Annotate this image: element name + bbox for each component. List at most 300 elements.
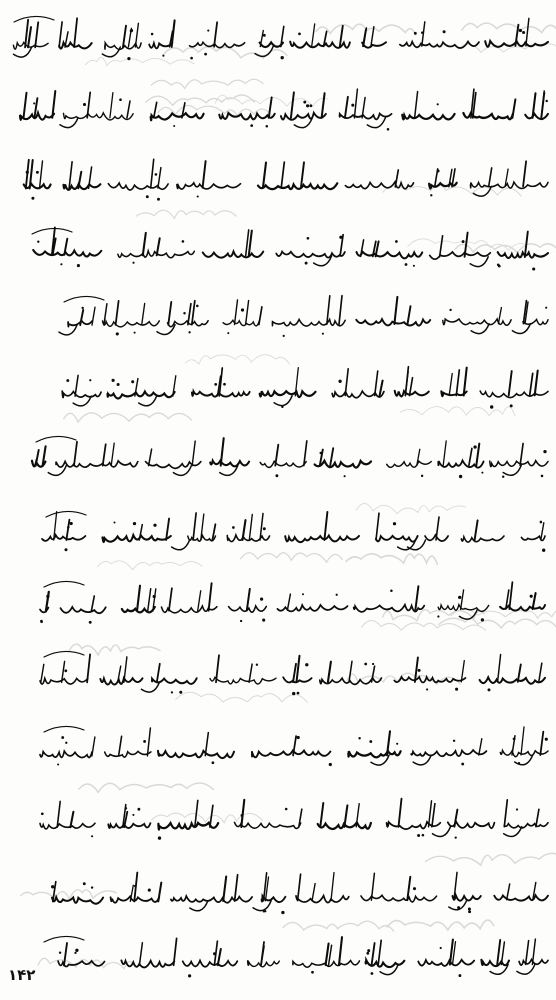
script-dot (281, 911, 284, 914)
script-dot (336, 594, 338, 596)
script-ascender (223, 877, 226, 902)
script-dot (468, 907, 471, 910)
script-stroke (177, 183, 241, 189)
script-stroke (285, 536, 359, 543)
script-ascender (269, 97, 272, 117)
handwritten-line (0, 290, 556, 350)
script-dot (297, 736, 300, 739)
script-dot (502, 475, 504, 477)
script-ascender (440, 236, 443, 257)
script-dot (458, 974, 461, 977)
script-ascender (408, 306, 411, 324)
script-dot (306, 104, 309, 107)
script-ascender (371, 873, 374, 900)
script-ascender (432, 804, 435, 827)
script-dot (41, 812, 44, 815)
script-ascender (328, 662, 331, 682)
script-stroke (443, 319, 511, 325)
script-dot (414, 32, 417, 35)
script-stroke (223, 320, 259, 326)
script-dot (481, 472, 483, 474)
script-stroke (461, 536, 504, 542)
script-ascender (521, 727, 524, 755)
script-ascender (137, 586, 140, 611)
script-ascender (312, 24, 315, 47)
script-dot (468, 910, 471, 913)
script-dot (532, 267, 535, 270)
script-dot (158, 836, 161, 839)
script-stroke (24, 184, 51, 188)
script-ascender (66, 520, 69, 540)
script-dot (422, 834, 425, 837)
script-dot (262, 619, 265, 622)
script-ascender (509, 582, 512, 609)
script-stroke (260, 461, 306, 467)
script-ascender (287, 594, 290, 610)
script-dot (81, 307, 83, 309)
script-dot (182, 240, 185, 243)
script-dot (297, 692, 300, 695)
script-stroke (52, 897, 103, 904)
script-ascender (376, 513, 379, 540)
script-stroke (525, 114, 548, 119)
script-ascender (422, 22, 425, 46)
script-ascender (329, 945, 332, 965)
script-stroke (171, 896, 252, 903)
handwritten-line (0, 575, 556, 635)
script-ascender (339, 937, 342, 965)
script-dot (473, 445, 476, 448)
script-dot (57, 763, 59, 765)
script-descender (274, 396, 292, 406)
script-ascender (539, 663, 542, 682)
script-dot (26, 171, 29, 174)
script-descender (173, 466, 191, 476)
script-stroke (33, 250, 101, 257)
script-dot (488, 688, 491, 691)
script-ascender (193, 513, 196, 540)
script-ascender (139, 943, 142, 966)
script-ascender (461, 590, 464, 610)
script-dot (307, 237, 310, 240)
script-stroke (348, 751, 400, 757)
script-dot (545, 100, 547, 102)
script-ascender (345, 97, 348, 118)
script-ascender (103, 444, 106, 465)
script-dot (196, 305, 199, 308)
script-stroke (219, 113, 274, 120)
script-dot (153, 595, 156, 598)
script-dot (132, 814, 134, 816)
script-ascender (249, 664, 252, 682)
script-dot (173, 125, 175, 127)
script-ascender (221, 438, 224, 466)
script-dot (89, 379, 91, 381)
script-stroke (108, 392, 175, 399)
script-stroke (40, 678, 88, 684)
script-ascender (530, 373, 533, 395)
script-ascender (436, 517, 439, 540)
script-ascender (375, 371, 378, 396)
script-ascender (168, 302, 171, 325)
script-stroke (504, 823, 548, 828)
script-stroke (64, 113, 134, 120)
script-dot (437, 615, 439, 617)
script-stroke (105, 751, 151, 757)
script-dot (61, 736, 64, 739)
script-stroke (387, 461, 432, 467)
script-dot (543, 450, 546, 453)
script-stroke (210, 461, 249, 467)
script-stroke (332, 391, 384, 398)
script-ascender (322, 93, 325, 118)
script-ascender (123, 26, 126, 47)
script-stroke (108, 823, 150, 828)
script-ascender (378, 940, 381, 965)
script-dot (143, 740, 146, 743)
script-dot (263, 527, 266, 530)
script-ascender (143, 233, 146, 255)
script-ascender (509, 371, 512, 395)
script-ascender (497, 940, 500, 965)
script-ascender (87, 654, 90, 682)
script-dot (367, 949, 370, 952)
script-ascender (92, 307, 95, 325)
script-dot (91, 835, 93, 837)
script-ascender (127, 101, 130, 118)
script-stroke (121, 960, 174, 967)
script-dot (197, 195, 199, 197)
script-dot (396, 743, 398, 745)
script-ascender (293, 664, 296, 682)
script-dot (256, 664, 258, 666)
script-dot (443, 30, 446, 33)
script-stroke (62, 391, 101, 397)
script-stroke (59, 43, 92, 49)
script-stroke (260, 42, 283, 47)
script-ascender (157, 238, 160, 255)
script-dot (213, 952, 216, 955)
marginal-note-stroke (64, 296, 104, 302)
script-ascender (65, 32, 68, 47)
script-ascender (345, 369, 348, 396)
marginal-note-stroke (44, 936, 84, 942)
handwritten-line (0, 645, 556, 705)
script-dot (241, 814, 244, 817)
script-dot (387, 128, 390, 131)
script-ascender (75, 375, 78, 396)
script-ascender (111, 443, 114, 465)
script-descender (470, 257, 488, 267)
script-stroke (210, 677, 276, 684)
script-stroke (103, 535, 171, 542)
script-ascender (344, 805, 347, 827)
script-ascender (533, 593, 536, 609)
script-stroke (61, 607, 106, 613)
script-ascender (415, 92, 418, 118)
script-ascender (259, 307, 262, 325)
script-ascender (243, 520, 246, 540)
script-dot (266, 125, 269, 128)
script-dot (541, 475, 544, 478)
script-dot (130, 29, 133, 32)
script-stroke (494, 895, 548, 900)
script-ascender (192, 441, 195, 466)
script-dot (112, 379, 115, 382)
script-stroke (498, 252, 548, 258)
script-ascender (498, 308, 501, 324)
script-dot (137, 808, 140, 811)
script-dot (302, 593, 304, 595)
script-stroke (40, 823, 95, 829)
script-stroke (151, 113, 204, 120)
script-stroke (411, 750, 486, 756)
script-stroke (235, 822, 301, 828)
script-dot (146, 195, 149, 198)
handwritten-line (0, 720, 556, 780)
script-ascender (291, 92, 294, 118)
script-dot (305, 663, 308, 666)
script-ascender (326, 944, 329, 965)
script-ascender (532, 939, 535, 964)
script-ascender (518, 665, 521, 682)
script-dot (60, 263, 62, 265)
script-descender (139, 396, 157, 406)
script-stroke (376, 536, 418, 542)
script-dot (83, 103, 86, 106)
script-dot (131, 380, 134, 383)
script-dot (457, 906, 460, 909)
script-ascender (235, 875, 238, 901)
script-ascender (59, 22, 62, 47)
script-descender (503, 466, 521, 476)
script-dot (305, 262, 308, 265)
script-dot (519, 29, 522, 32)
script-dot (188, 331, 190, 333)
script-ascender (40, 161, 43, 189)
script-dot (204, 53, 207, 56)
handwritten-line (0, 930, 556, 990)
script-ascender (158, 883, 161, 902)
script-ascender (479, 739, 482, 755)
handwritten-line (0, 10, 556, 70)
script-dot (171, 691, 173, 693)
script-stroke (158, 751, 234, 758)
script-dot (510, 404, 513, 407)
page-number: ۱۴۲ (8, 966, 36, 984)
script-stroke (395, 391, 429, 397)
script-ascender (74, 18, 77, 47)
script-ascender (249, 231, 252, 256)
script-dot (125, 807, 127, 809)
script-dot (426, 688, 428, 690)
script-dot (119, 98, 122, 101)
script-ascender (26, 160, 29, 189)
script-ascender (157, 664, 160, 683)
script-ascender (331, 873, 334, 901)
script-dot (183, 312, 185, 314)
script-stroke (203, 252, 263, 258)
script-dot (545, 307, 547, 309)
script-stroke (402, 114, 454, 120)
script-ascender (188, 304, 191, 325)
script-ascender (354, 89, 357, 118)
script-dot (241, 308, 244, 311)
script-ascender (249, 514, 252, 540)
script-dot (516, 808, 518, 810)
script-dot (113, 521, 115, 523)
script-ascender (415, 586, 418, 610)
script-dot (117, 383, 120, 386)
script-ascender (526, 941, 529, 965)
script-dot (344, 475, 346, 477)
script-ascender (371, 27, 374, 47)
script-ascender (410, 378, 413, 396)
script-descender (433, 827, 451, 837)
script-stroke (258, 183, 337, 189)
script-stroke (315, 461, 371, 468)
script-dot (263, 34, 266, 37)
script-ascender (135, 23, 138, 47)
script-descender (60, 118, 78, 128)
script-dot (369, 740, 372, 743)
script-descender (512, 324, 530, 334)
script-stroke (20, 113, 54, 120)
script-dot (51, 885, 54, 888)
script-dot (83, 882, 86, 885)
marginal-note-stroke (44, 581, 84, 587)
script-dot (298, 33, 301, 36)
script-stroke (345, 182, 413, 189)
script-dot (490, 405, 493, 408)
script-dot (497, 264, 500, 267)
script-dot (449, 309, 451, 311)
script-ascender (536, 809, 539, 826)
script-dot (413, 265, 415, 267)
script-dot (440, 947, 442, 949)
script-ascender (210, 805, 213, 827)
script-dot (462, 240, 465, 243)
script-ascender (218, 949, 221, 965)
script-stroke (394, 677, 465, 683)
script-dot (281, 406, 283, 408)
script-dot (75, 949, 78, 952)
script-dot (372, 663, 374, 665)
script-dot (207, 30, 209, 32)
script-stroke (227, 535, 269, 541)
script-stroke (103, 321, 160, 327)
script-dot (74, 952, 76, 954)
script-ascender (395, 170, 398, 187)
script-dot (36, 171, 39, 174)
script-dot (405, 263, 408, 266)
script-dot (134, 885, 136, 887)
script-dot (275, 474, 278, 477)
script-descender (255, 47, 273, 57)
script-dot (459, 475, 462, 478)
script-stroke (190, 42, 245, 47)
marginal-note-stroke (36, 436, 76, 442)
script-dot (151, 33, 154, 36)
script-dot (250, 124, 253, 127)
script-stroke (480, 677, 545, 683)
script-stroke (356, 319, 430, 325)
script-stroke (252, 751, 330, 758)
script-ascender (214, 22, 217, 46)
script-ascender (91, 596, 94, 611)
script-stroke (149, 43, 172, 48)
script-dot (329, 763, 332, 766)
script-dot (371, 972, 374, 975)
script-dot (162, 55, 164, 57)
script-dot (364, 663, 367, 666)
script-stroke (471, 182, 549, 188)
script-dot (232, 526, 235, 529)
script-ascender (151, 159, 154, 188)
script-dot (421, 475, 423, 477)
script-ascender (501, 942, 504, 965)
script-ascender (209, 583, 212, 611)
script-ascender (372, 943, 375, 965)
script-descender (294, 118, 312, 128)
handwritten-line (0, 360, 556, 420)
script-ascender (394, 297, 397, 324)
script-ascender (523, 161, 526, 186)
script-dot (155, 173, 158, 176)
script-stroke (362, 42, 386, 47)
script-ascender (399, 799, 402, 827)
script-dot (513, 738, 516, 741)
script-ascender (330, 448, 333, 465)
script-ascender (235, 300, 238, 325)
script-ascender (41, 664, 44, 682)
script-dot (40, 620, 43, 623)
script-dot (127, 57, 130, 60)
script-stroke (430, 252, 491, 259)
script-dot (310, 104, 313, 107)
script-ascender (205, 733, 208, 756)
script-descender (172, 540, 190, 550)
script-dot (455, 836, 457, 838)
script-ascender (24, 93, 27, 118)
script-dot (322, 333, 324, 335)
handwritten-line (0, 505, 556, 565)
script-dot (281, 56, 284, 59)
script-descender (517, 964, 535, 974)
script-stroke (56, 461, 138, 467)
script-dot (64, 548, 67, 551)
script-ascender (339, 296, 342, 325)
script-stroke (100, 678, 142, 685)
script-dot (518, 762, 520, 764)
script-descender (48, 466, 66, 476)
script-dot (66, 379, 69, 382)
script-dot (311, 971, 314, 974)
script-ascender (169, 588, 172, 611)
script-ascender (540, 732, 543, 755)
script-ascender (512, 99, 515, 118)
script-dot (437, 170, 440, 173)
script-ascender (124, 657, 127, 682)
script-stroke (490, 461, 548, 467)
script-ascender (28, 27, 31, 47)
script-descender (471, 324, 489, 334)
script-ascender (535, 371, 538, 396)
script-ascender (35, 22, 38, 47)
script-ascender (456, 370, 459, 396)
script-dot (240, 620, 242, 622)
script-dot (89, 621, 92, 624)
